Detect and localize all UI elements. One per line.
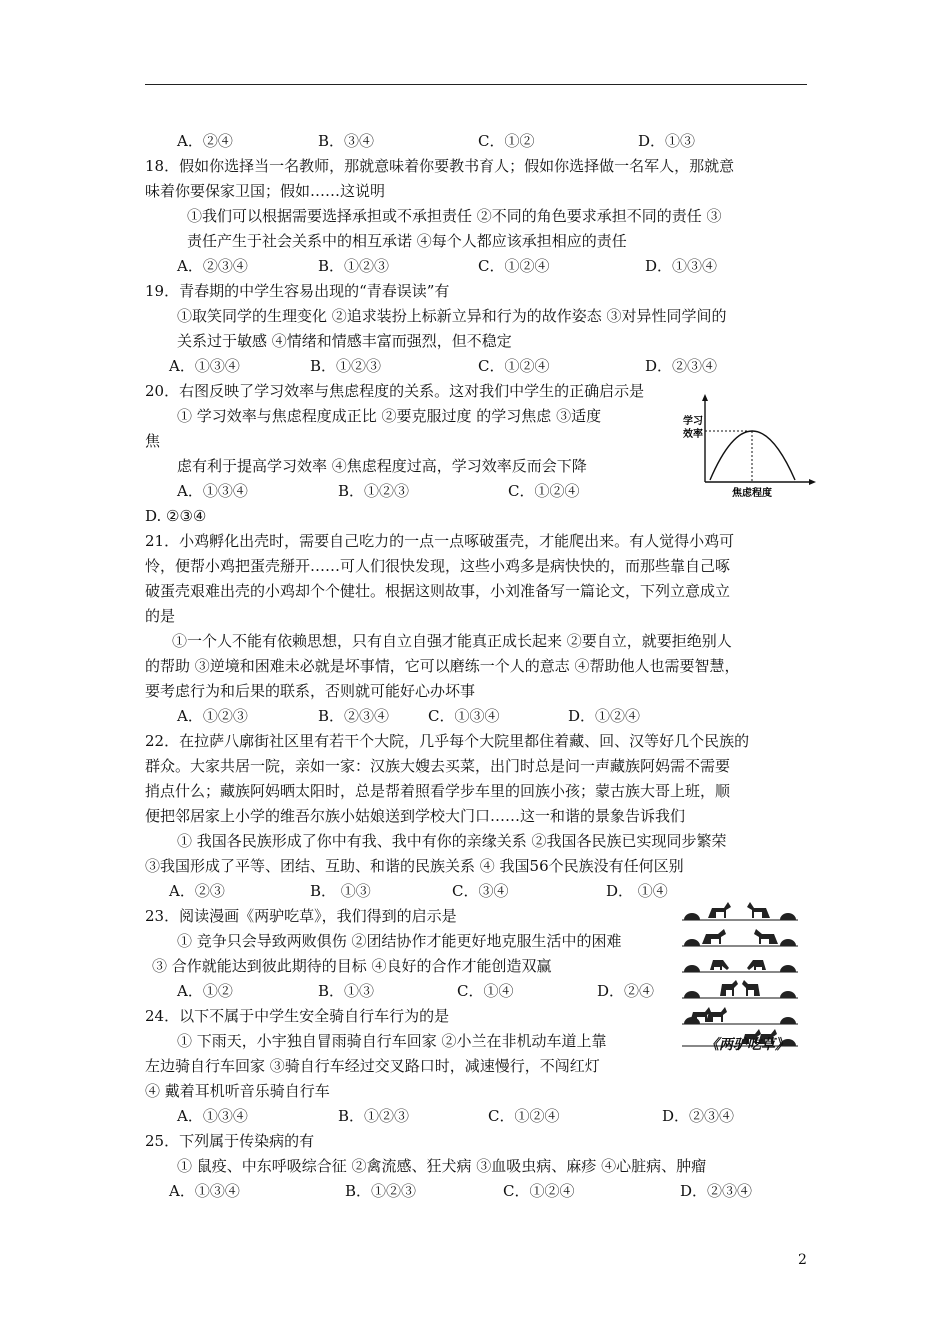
graph-x-arrow <box>809 479 816 485</box>
q24-item-line: ① 下雨天，小宇独自冒雨骑自行车回家 ②小兰在非机动车道上靠 <box>177 1032 607 1050</box>
q19-stem: 19．青春期的中学生容易出现的“青春误读”有 <box>145 282 450 300</box>
q21-item-line: 要考虑行为和后果的联系，否则就可能好心办坏事 <box>145 682 476 700</box>
q17-option-a: A．②④ <box>177 132 233 150</box>
q25-option-d: D．②③④ <box>680 1182 753 1200</box>
two-donkeys-comic <box>680 896 800 1056</box>
q21-stem-cont: 的是 <box>145 607 176 625</box>
q18-option-b: B．①②③ <box>318 257 390 275</box>
q23-option-a: A．①② <box>177 982 233 1000</box>
comic-panel-2 <box>682 929 798 946</box>
comic-panel-4 <box>682 980 798 998</box>
q21-stem: 21．小鸡孵化出壳时，需要自己吃力的一点一点啄破蛋壳，才能爬出来。有人觉得小鸡可 <box>145 532 735 550</box>
q25-option-a: A．①③④ <box>169 1182 240 1200</box>
q24-option-b: B．①②③ <box>338 1107 410 1125</box>
q21-item-line: ①一个人不能有依赖思想，只有自立自强才能真正成长起来 ②要自立，就要拒绝别人 <box>172 632 732 650</box>
graph-xlabel: 焦虑程度 <box>732 488 772 499</box>
q22-item-line: ① 我国各民族形成了你中有我、我中有你的亲缘关系 ②我国各民族已实现同步繁荣 <box>177 832 727 850</box>
q18-item-line: ①我们可以根据需要选择承担或不承担责任 ②不同的角色要求承担不同的责任 ③ <box>187 207 722 225</box>
q22-stem-cont: 便把邻居家上小学的维吾尔族小姑娘送到学校大门口……这一和谐的景象告诉我们 <box>145 807 686 825</box>
q21-option-a: A．①②③ <box>177 707 248 725</box>
q24-item-line: 左边骑自行车回家 ③骑自行车经过交叉路口时，减速慢行，不闯红灯 <box>145 1057 600 1075</box>
q20-item-line: 焦 <box>145 432 161 450</box>
q20-option-b: B．①②③ <box>338 482 410 500</box>
comic-caption: 《两驴吃草》 <box>705 1037 789 1053</box>
q23-option-b: B．①③ <box>318 982 375 1000</box>
q21-option-c: C．①③④ <box>428 707 500 725</box>
q21-option-d: D．①②④ <box>568 707 641 725</box>
graph-ylabel-1: 学习 <box>683 416 703 427</box>
q20-option-d: D. ②③④ <box>145 507 207 525</box>
q24-option-c: C．①②④ <box>488 1107 560 1125</box>
q25-item-line: ① 鼠疫、中东呼吸综合征 ②禽流感、狂犬病 ③血吸虫病、麻疹 ④心脏病、肿瘤 <box>177 1157 707 1175</box>
q22-option-b: B． ①③ <box>310 882 371 900</box>
q19-item-line: ①取笑同学的生理变化 ②追求装扮上标新立异和行为的故作姿态 ③对异性同学间的 <box>177 307 727 325</box>
q20-item-line: ① 学习效率与焦虑程度成正比 ②要克服过度 的学习焦虑 ③适度 <box>177 407 602 425</box>
q24-option-a: A．①③④ <box>177 1107 248 1125</box>
q23-stem: 23．阅读漫画《两驴吃草》，我们得到的启示是 <box>145 907 457 925</box>
q22-stem-cont: 群众。大家共居一院，亲如一家：汉族大嫂去买菜，出门时总是问一声藏族阿妈需不需要 <box>145 757 731 775</box>
q24-item-line: ④ 戴着耳机听音乐骑自行车 <box>145 1082 330 1100</box>
q21-stem-cont: 破蛋壳艰难出壳的小鸡却个个健壮。根据这则故事，小刘准备写一篇论文，下列立意成立 <box>145 582 731 600</box>
q25-option-b: B．①②③ <box>345 1182 417 1200</box>
q22-option-a: A．②③ <box>169 882 225 900</box>
q19-item-line: 关系过于敏感 ④情绪和情感丰富而强烈，但不稳定 <box>177 332 512 350</box>
q18-option-a: A．②③④ <box>177 257 248 275</box>
q23-item-line: ③ 合作就能达到彼此期待的目标 ④良好的合作才能创造双赢 <box>152 957 552 975</box>
q18-stem: 18．假如你选择当一名教师，那就意味着你要教书育人；假如你选择做一名军人，那就意 <box>145 157 735 175</box>
q20-option-a: A．①③④ <box>177 482 248 500</box>
q18-stem-cont: 味着你要保家卫国；假如……这说明 <box>145 182 386 200</box>
q17-option-d: D．①③ <box>638 132 696 150</box>
graph-ylabel-2: 效率 <box>683 429 703 440</box>
page-number: 2 <box>798 1252 807 1268</box>
comic-panel-3 <box>682 960 798 972</box>
q22-option-c: C．③④ <box>452 882 509 900</box>
q19-option-c: C．①②④ <box>478 357 550 375</box>
q24-stem: 24．以下不属于中学生安全骑自行车行为的是 <box>145 1007 450 1025</box>
q17-option-b: B．③④ <box>318 132 375 150</box>
q22-stem-cont: 捎点什么；藏族阿妈晒太阳时，总是帮着照看学步车里的回族小孩；蒙古族大哥上班，顺 <box>145 782 731 800</box>
comic-panel-5 <box>682 1007 798 1024</box>
q18-option-d: D．①③④ <box>645 257 718 275</box>
q18-option-c: C．①②④ <box>478 257 550 275</box>
q22-stem: 22．在拉萨八廓街社区里有若干个大院，几乎每个大院里都住着藏、回、汉等好几个民族的 <box>145 732 750 750</box>
q23-option-d: D．②④ <box>597 982 655 1000</box>
q19-option-d: D．②③④ <box>645 357 718 375</box>
comic-panel-1 <box>682 902 798 920</box>
graph-y-arrow <box>702 394 708 401</box>
q21-option-b: B．②③④ <box>318 707 390 725</box>
q21-item-line: 的帮助 ③逆境和困难未必就是坏事情，它可以磨练一个人的意志 ④帮助他人也需要智慧， <box>145 657 740 675</box>
q21-stem-cont: 怜，便帮小鸡把蛋壳掰开……可人们很快发现，这些小鸡多是病快快的，而那些靠自己啄 <box>145 557 731 575</box>
q25-stem: 25．下列属于传染病的有 <box>145 1132 315 1150</box>
q23-option-c: C．①④ <box>457 982 514 1000</box>
q20-option-c: C．①②④ <box>508 482 580 500</box>
q23-item-line: ① 竞争只会导致两败俱伤 ②团结协作才能更好地克服生活中的困难 <box>177 932 622 950</box>
q20-item-line: 虑有利于提高学习效率 ④焦虑程度过高，学习效率反而会下降 <box>177 457 587 475</box>
q24-option-d: D．②③④ <box>662 1107 735 1125</box>
q22-option-d: D． ①④ <box>606 882 668 900</box>
q17-option-c: C．①② <box>478 132 535 150</box>
anxiety-efficiency-graph <box>680 392 820 500</box>
q18-item-line: 责任产生于社会关系中的相互承诺 ④每个人都应该承担相应的责任 <box>187 232 627 250</box>
q25-option-c: C．①②④ <box>503 1182 575 1200</box>
header-rule <box>145 84 807 85</box>
q20-stem: 20．右图反映了学习效率与焦虑程度的关系。这对我们中学生的正确启示是 <box>145 382 645 400</box>
q22-item-line: ③我国形成了平等、团结、互助、和谐的民族关系 ④ 我国56个民族没有任何区别 <box>145 857 684 875</box>
q19-option-b: B．①②③ <box>310 357 382 375</box>
q19-option-a: A．①③④ <box>169 357 240 375</box>
